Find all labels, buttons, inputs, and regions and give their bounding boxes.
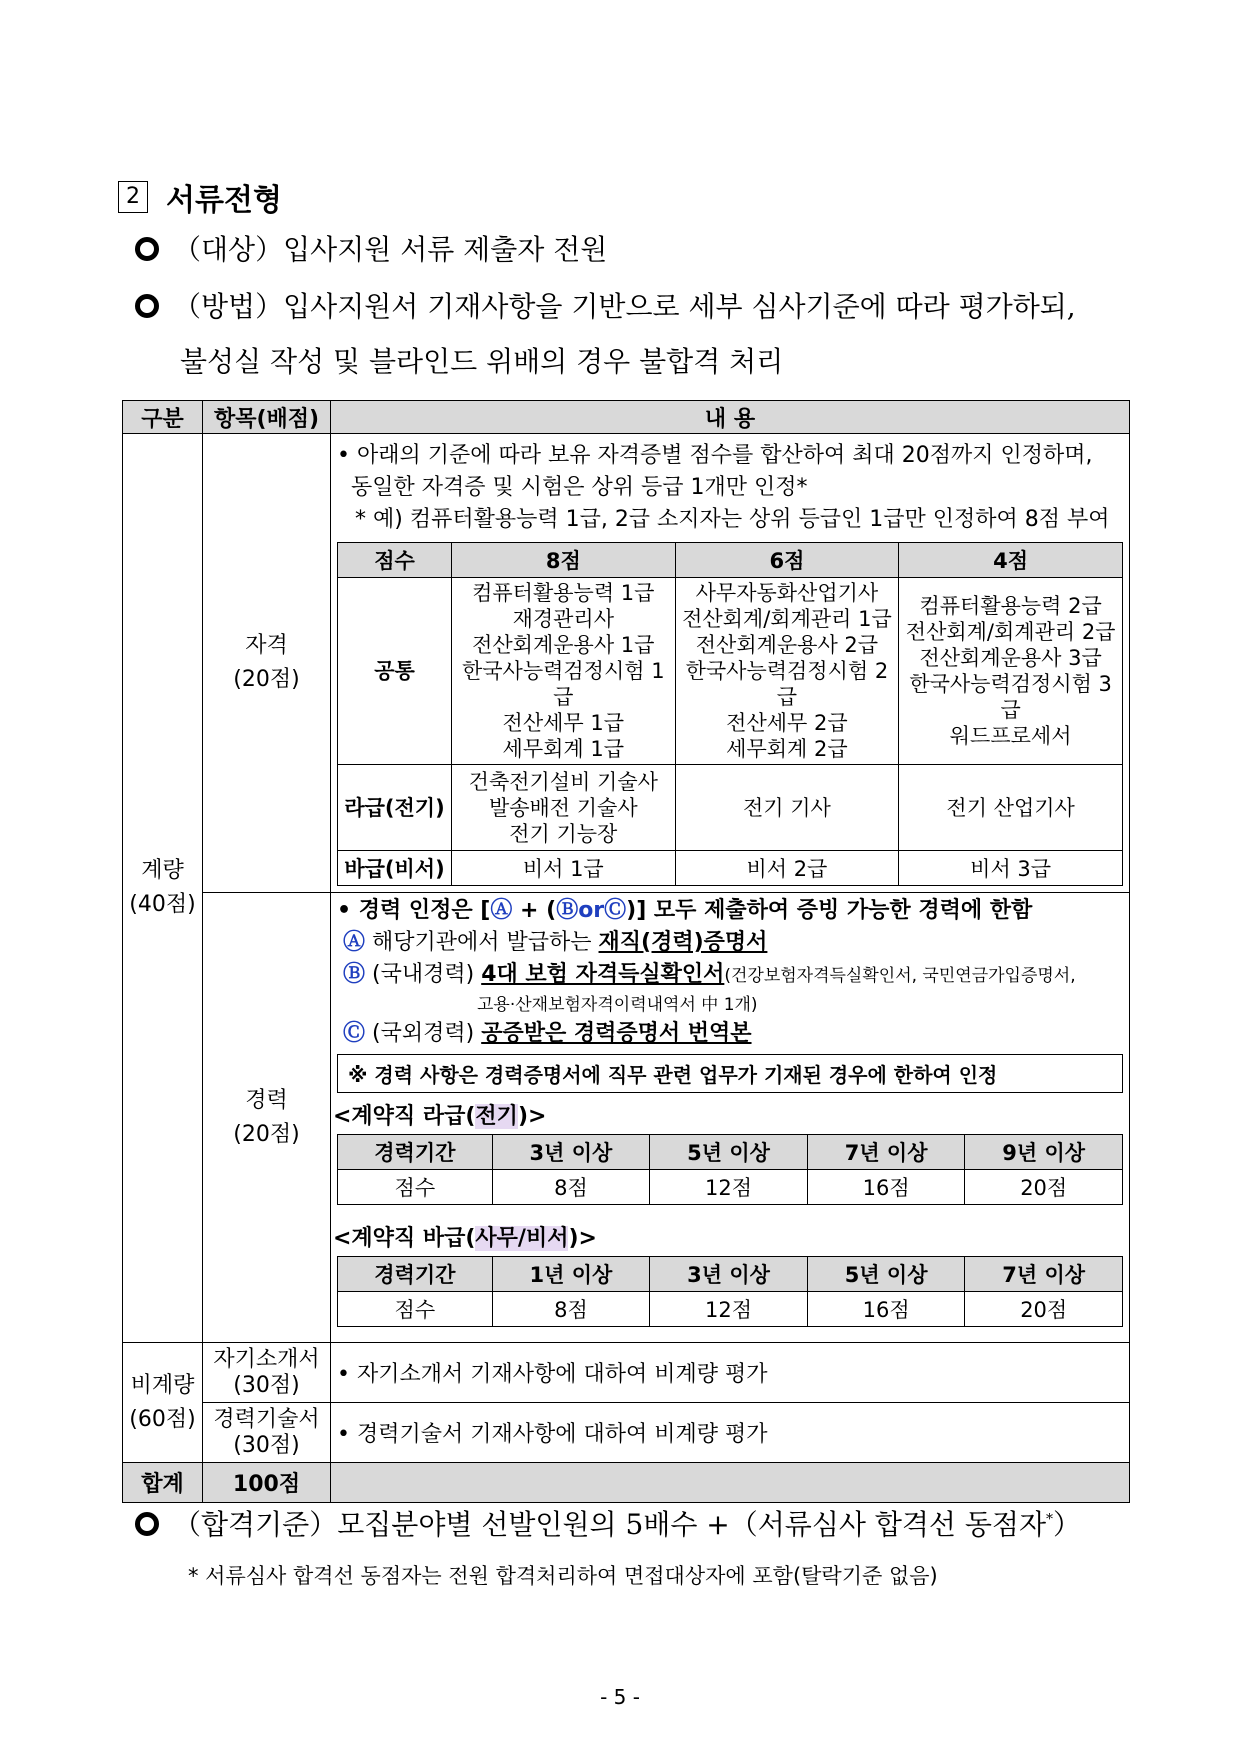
career-c-text: (국외경력)	[372, 1021, 482, 1046]
license-grid-header: 6점	[675, 543, 899, 578]
bullet-method	[135, 285, 1076, 325]
license-cell	[899, 578, 1123, 765]
bullet-method-cont: 불성실 작성 및 블라인드 위배의 경우 불합격 처리	[180, 345, 784, 378]
careerdesc-item	[203, 1403, 331, 1463]
symbol-a: Ⓐ	[490, 898, 513, 923]
license-name: 전산회계운용사 1급	[472, 633, 655, 657]
symbol-b: Ⓑ	[343, 962, 366, 987]
license-name: 발송배전 기술사	[488, 795, 638, 820]
quant-category	[123, 434, 203, 1343]
license-name: 전산세무 1급	[502, 711, 625, 735]
ra-header: 9년 이상	[965, 1135, 1123, 1170]
header-category: 구분	[123, 401, 203, 434]
career-note-box: ※ 경력 사항은 경력증명서에 직무 관련 업무가 기재된 경우에 한하여 인정	[337, 1054, 1123, 1093]
career-b-text: (국내경력)	[372, 962, 482, 987]
intro-desc: • 자기소개서 기재사항에 대하여 비계량 평가	[331, 1343, 1130, 1403]
pass-text: （합격기준）모집분야별 선발인원의 5배수 +（서류심사 합격선 동점자	[173, 1508, 1047, 1541]
ba-score: 20점	[965, 1292, 1123, 1327]
license-name: 컴퓨터활용능력 1급	[472, 581, 655, 605]
ra-score: 12점	[650, 1170, 808, 1205]
nonquant-points: (60점)	[129, 1406, 196, 1432]
license-cell: 전기 기사	[675, 765, 899, 851]
ba-header: 7년 이상	[965, 1257, 1123, 1292]
section-title-text: 서류전형	[166, 183, 282, 218]
license-cell: 비서 1급	[452, 851, 676, 886]
license-name: 건축전기설비 기술사	[468, 769, 658, 794]
contract-ba-post: )>	[568, 1226, 597, 1251]
quant-points: (40점)	[129, 892, 196, 917]
contract-ra-title	[333, 1099, 1123, 1130]
ba-header: 1년 이상	[492, 1257, 650, 1292]
license-name: 세무회계 1급	[502, 737, 625, 761]
ba-score: 점수	[338, 1292, 493, 1327]
career-a-text: 해당기관에서 발급하는	[372, 930, 599, 955]
ba-header: 5년 이상	[807, 1257, 965, 1292]
license-content	[331, 434, 1130, 893]
career-label: 경력	[245, 1087, 288, 1113]
bullet-method-text: （방법）입사지원서 기재사항을 기반으로 세부 심사기준에 따라 평가하되,	[173, 290, 1076, 323]
career-content	[331, 893, 1130, 1343]
license-name: 한국사능력검정시험 2급	[685, 659, 889, 709]
license-grid-header: 8점	[452, 543, 676, 578]
contract-ba-highlight: 사무/비서	[475, 1226, 569, 1251]
license-points: (20점)	[233, 667, 300, 692]
contract-ra-table	[337, 1134, 1123, 1205]
ra-score: 점수	[338, 1170, 493, 1205]
ra-score: 8점	[492, 1170, 650, 1205]
bullet-circle-icon	[135, 1512, 159, 1536]
career-doc-a	[337, 927, 1123, 959]
license-name: 한국사능력검정시험 3급	[909, 672, 1112, 722]
ra-header: 7년 이상	[807, 1135, 965, 1170]
license-name: 전산회계운용사 2급	[695, 633, 879, 657]
quant-label: 계량	[141, 858, 184, 883]
contract-ba-title	[333, 1221, 1123, 1252]
nonquant-category	[123, 1343, 203, 1463]
license-row-label: 공통	[338, 578, 452, 765]
bullet-target	[135, 228, 607, 268]
license-score-table	[337, 542, 1123, 886]
license-cell	[452, 578, 676, 765]
intro-item	[203, 1343, 331, 1403]
total-empty	[331, 1463, 1130, 1503]
license-grid-header: 4점	[899, 543, 1123, 578]
section-number: 2	[118, 181, 148, 213]
license-name: 사무자동화산업기사	[695, 581, 879, 605]
license-label: 자격	[245, 633, 288, 658]
license-cell: 비서 2급	[675, 851, 899, 886]
career-c-doc: 공증받은 경력증명서 번역본	[481, 1021, 752, 1046]
license-name: 전산회계/회계관리 1급	[682, 607, 892, 631]
career-rule-pre: • 경력 인정은 [	[337, 898, 491, 923]
career-points: (20점)	[233, 1121, 300, 1147]
contract-ra-post: )>	[517, 1104, 547, 1129]
license-name: 한국사능력검정시험 1급	[461, 659, 665, 709]
contract-ra-pre: <계약직 라급(	[333, 1104, 476, 1129]
careerdesc-desc: • 경력기술서 기재사항에 대하여 비계량 평가	[331, 1403, 1130, 1463]
license-item	[203, 434, 331, 893]
intro-label: 자기소개서	[213, 1346, 320, 1372]
careerdesc-label: 경력기술서	[213, 1406, 320, 1432]
contract-ra-highlight: 전기	[475, 1104, 518, 1129]
license-desc-3: * 예) 컴퓨터활용능력 1급, 2급 소지자는 상위 등급인 1급만 인정하여 8점 부여	[355, 507, 1110, 532]
career-a-doc: 재직(경력)증명서	[598, 930, 768, 955]
license-desc-1: • 아래의 기준에 따라 보유 자격증별 점수를 합산하여 최대 20점까지 인정하며,	[337, 443, 1093, 468]
license-name: 전산회계/회계관리 2급	[905, 620, 1116, 644]
bullet-circle-icon	[135, 294, 159, 318]
career-b-doc: 4대 보험 자격득실확인서	[481, 962, 725, 987]
ra-score: 20점	[965, 1170, 1123, 1205]
license-cell	[675, 578, 899, 765]
career-b-note: (건강보험자격득실확인서, 국민연금가입증명서,	[724, 966, 1076, 986]
contract-ba-table	[337, 1256, 1123, 1327]
ra-score: 16점	[807, 1170, 965, 1205]
careerdesc-points: (30점)	[233, 1432, 300, 1458]
section-title	[118, 175, 282, 219]
ra-header: 3년 이상	[492, 1135, 650, 1170]
license-name: 재경관리사	[512, 607, 614, 631]
license-row-label: 바급(비서)	[338, 851, 452, 886]
license-row-label: 라급(전기)	[338, 765, 452, 851]
symbol-a: Ⓐ	[343, 930, 366, 955]
career-rule-end: )] 모두 제출하여 증빙 가능한 경력에 한함	[626, 898, 1033, 923]
ba-score: 12점	[650, 1292, 808, 1327]
ra-header: 5년 이상	[650, 1135, 808, 1170]
pass-close: ）	[1053, 1508, 1082, 1541]
nonquant-label: 비계량	[130, 1372, 195, 1398]
license-cell: 비서 3급	[899, 851, 1123, 886]
ra-header: 경력기간	[338, 1135, 493, 1170]
pass-note: * 서류심사 합격선 동점자는 전원 합격처리하여 면접대상자에 포함(탈락기준 없음)	[188, 1564, 938, 1588]
symbol-bc: ⒷorⒸ	[556, 898, 627, 923]
career-doc-c	[337, 1018, 1123, 1050]
career-rule	[337, 895, 1123, 927]
pass-sup: *	[1046, 1511, 1054, 1528]
ba-score: 8점	[492, 1292, 650, 1327]
page-number: - 5 -	[600, 1685, 640, 1709]
license-name: 전산회계운용사 3급	[919, 646, 1102, 670]
license-desc-2: 동일한 자격증 및 시험은 상위 등급 1개만 인정*	[351, 475, 808, 500]
career-item	[203, 893, 331, 1343]
intro-points: (30점)	[233, 1372, 300, 1398]
license-cell	[452, 765, 676, 851]
career-doc-b	[337, 959, 1123, 992]
license-name: 세무회계 2급	[726, 737, 848, 761]
license-name: 전기 기능장	[509, 821, 618, 846]
license-name: 워드프로세서	[949, 724, 1072, 748]
ba-header: 경력기간	[338, 1257, 493, 1292]
header-content: 내 용	[331, 401, 1130, 434]
career-rule-mid: + (	[512, 898, 557, 923]
evaluation-table	[122, 400, 1130, 1503]
ba-score: 16점	[807, 1292, 965, 1327]
license-name: 컴퓨터활용능력 2급	[919, 594, 1102, 618]
header-item: 항목(배점)	[203, 401, 331, 434]
license-grid-header: 점수	[338, 543, 452, 578]
total-label: 합계	[123, 1463, 203, 1503]
total-value: 100점	[203, 1463, 331, 1503]
ba-header: 3년 이상	[650, 1257, 808, 1292]
bullet-circle-icon	[135, 237, 159, 261]
bullet-target-text: （대상）입사지원 서류 제출자 전원	[173, 233, 608, 266]
symbol-c: Ⓒ	[343, 1021, 366, 1046]
bullet-pass	[135, 1503, 1081, 1543]
career-b-note-2: 고용·산재보험자격이력내역서 中 1개)	[477, 995, 758, 1015]
license-cell: 전기 산업기사	[899, 765, 1123, 851]
contract-ba-pre: <계약직 바급(	[333, 1226, 476, 1251]
license-name: 전산세무 2급	[726, 711, 848, 735]
